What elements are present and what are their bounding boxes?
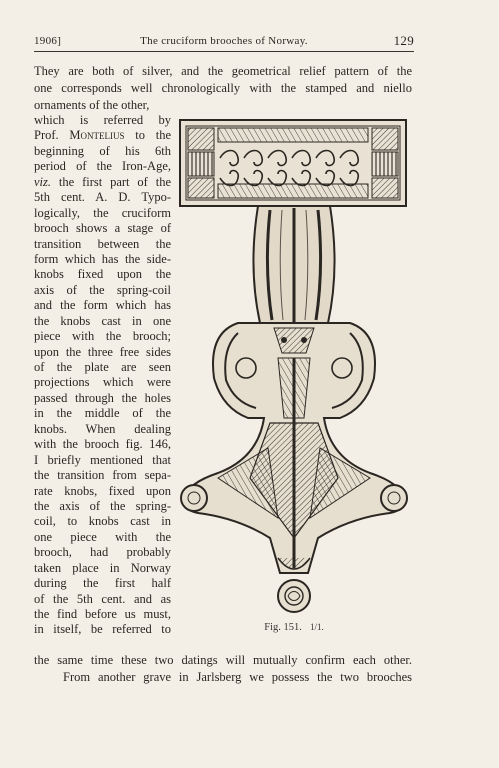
column-line: form which has the side- (34, 251, 171, 266)
body-line: They are both of silver, and the geometrical relief pattern of the (34, 64, 412, 78)
running-header (34, 33, 414, 51)
body-line: ornaments of the other, (34, 98, 150, 112)
column-line: period of the Iron-Age, (34, 159, 171, 174)
page-number: 129 (393, 33, 414, 48)
column-line: transition between the (34, 236, 171, 251)
column-line: with the brooch fig. 146, (34, 437, 171, 452)
column-line: piece with the brooch; (34, 329, 171, 344)
column-line: of the plate are seen (34, 360, 171, 374)
brooch-bow (253, 206, 334, 323)
column-line: axis of the spring-coil (34, 282, 171, 297)
figure-caption (178, 622, 410, 633)
column-line: upon the three free sides (34, 344, 171, 359)
column-line: Prof. Montelius to the (34, 128, 171, 143)
head-plate (180, 120, 406, 206)
column-line: the transition from sepa- (34, 468, 171, 483)
column-line: the find before us must, (34, 607, 171, 621)
body-line: the same time these two datings will mutually confirm each other. (34, 653, 412, 667)
header-year: 1906] (34, 35, 62, 47)
column-line: taken place in Norway (34, 560, 171, 575)
figure-number: Fig. 151. (264, 622, 302, 633)
cruciform-brooch-illustration (178, 118, 410, 618)
figure-scale: 1/1. (309, 622, 324, 632)
column-line: I briefly mentioned that (34, 452, 171, 467)
column-line: beginning of his 6th (34, 143, 171, 158)
column-line: brooch shows a stage of (34, 221, 171, 236)
column-line: rate knobs, fixed upon (34, 483, 171, 498)
column-line: knobs fixed upon the (34, 267, 171, 282)
column-line: one piece with the (34, 529, 171, 544)
column-line: 5th cent. A. D. Typo- (34, 190, 171, 205)
column-line: of the 5th cent. and as (34, 591, 171, 606)
header-rule (34, 51, 414, 52)
column-line: knobs. When dealing (34, 421, 171, 436)
column-line: the knobs cast in one (34, 313, 171, 328)
column-line: in itself, be referred to (34, 622, 171, 637)
column-line: passed through the holes (34, 390, 171, 405)
body-line: From another grave in Jarlsberg we possess the two brooches (63, 670, 412, 684)
column-line: brooch, had probably (34, 545, 171, 560)
column-line: during the first half (34, 576, 171, 591)
column-line: projections which were (34, 375, 171, 390)
column-line: the axis of the spring- (34, 498, 171, 513)
column-line: in the middle of the (34, 406, 171, 421)
column-line: coil, to knobs cast in (34, 514, 171, 529)
column-line: which is referred by (34, 113, 171, 127)
column-line: and the form which has (34, 298, 171, 313)
column-line: viz. the first part of the (34, 174, 171, 189)
header-title: The cruciform brooches of Norway. (140, 35, 308, 47)
foot-plate (181, 323, 407, 573)
wrapped-text-column (34, 113, 171, 638)
column-line: logically, the cruciform (34, 205, 171, 220)
body-line: one corresponds well chronologically with the stamped and niello (34, 81, 412, 95)
